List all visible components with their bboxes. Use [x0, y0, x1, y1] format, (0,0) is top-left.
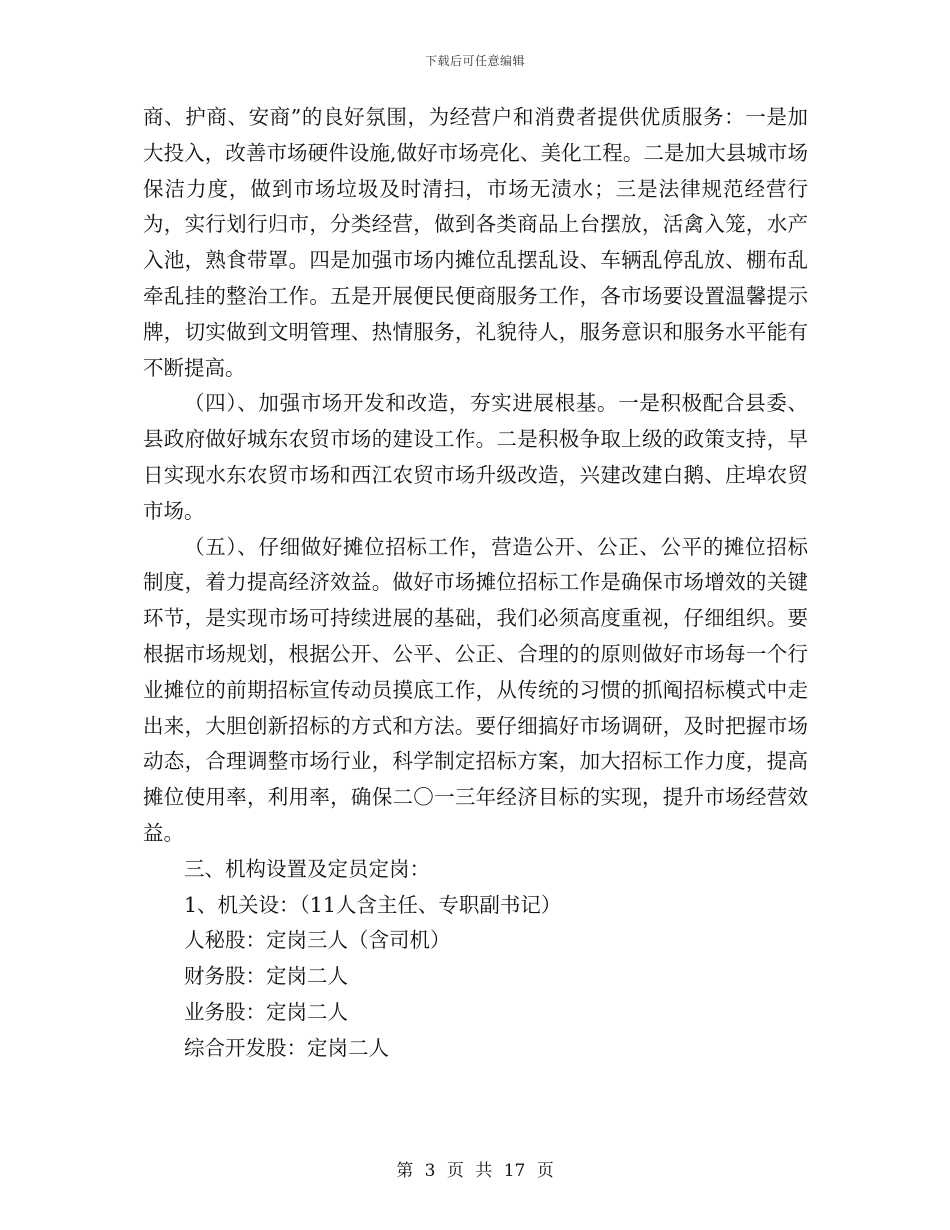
list-item: 人秘股：定岗三人（含司机）: [184, 928, 451, 953]
paragraph-market-services: 商、护商、安商”的良好氛围，为经营户和消费者提供优质服务：一是加大投入，改善市场硬件设施,做好市场亮化、美化工程。二是加大县城市场保洁力度，做到市场垃圾及时清扫，市场无渍水；三是法律规范经营行为，实行划行归市，分类经营，做到各类商品上台摆放，活禽入笼，水产入池，熟食带罩。四是加强市场内摊位乱摆乱设、车辆乱停乱放、棚布乱牵乱挂的整治工作。五是开展便民便商服务工作，各市场要设置温馨提示牌，切实做到文明管理、热情服务，礼貌待人，服务意识和服务水平能有不断提高。: [143, 105, 808, 380]
page-header: 下载后可任意编辑: [424, 54, 525, 68]
list-item: 业务股：定岗二人: [184, 999, 348, 1024]
page-number: 第 3 页 共 17 页: [396, 1161, 554, 1181]
list-item: 财务股：定岗二人: [184, 964, 348, 989]
section-heading: 三、机构设置及定员定岗：: [184, 856, 430, 881]
list-item: 综合开发股：定岗二人: [184, 1035, 389, 1060]
paragraph-market-development: （四）、加强市场开发和改造，夯实进展根基。一是积极配合县委、县政府做好城东农贸市场的建设工作。二是积极争取上级的政策支持，早日实现水东农贸市场和西江农贸市场升级改造，兴建改建白鹅、庄埠农贸市场。: [143, 391, 808, 523]
document-body: [143, 100, 808, 1067]
list-item: 1、机关设：（11人含主任、专职副书记）: [184, 892, 562, 917]
paragraph-stall-bidding: （五）、仔细做好摊位招标工作，营造公开、公正、公平的摊位招标制度，着力提高经济效益。做好市场摊位招标工作是确保市场增效的关键环节，是实现市场可持续进展的基础，我们必须高度重视，仔细组织。要根据市场规划，根据公开、公平、公正、合理的的原则做好市场每一个行业摊位的前期招标宣传动员摸底工作，从传统的习惯的抓阄招标模式中走出来，大胆创新招标的方式和方法。要仔细搞好市场调研，及时把握市场动态，合理调整市场行业，科学制定招标方案，加大招标工作力度，提高摊位使用率，利用率，确保二〇一三年经济目标的实现，提升市场经营效益。: [143, 534, 808, 845]
